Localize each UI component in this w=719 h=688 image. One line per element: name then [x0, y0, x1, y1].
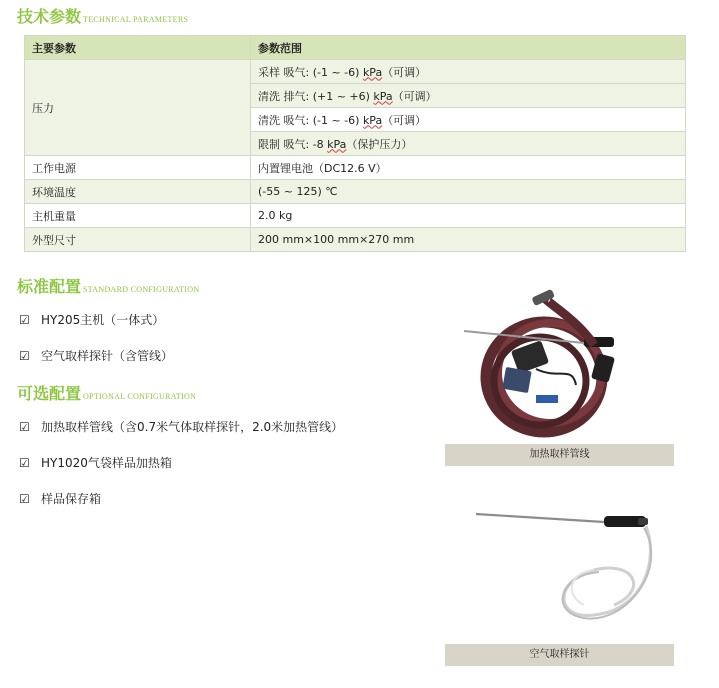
standard-section-title [17, 274, 199, 297]
table-row [25, 204, 686, 228]
checkbox-checked-icon: ☑ [19, 349, 30, 363]
checkbox-checked-icon: ☑ [19, 420, 30, 434]
header-main-param: 主要参数 [25, 36, 251, 60]
row-key: 环境温度 [25, 180, 251, 204]
table-header-row [25, 36, 686, 60]
list-item: ☑ 加热取样管线（含0.7米气体取样探针，2.0米加热管线） [19, 420, 344, 434]
tech-title-en: TECHNICAL PARAMETERS [83, 15, 189, 24]
row-value: 内置锂电池（DC12.6 V） [251, 156, 686, 180]
pressure-value-1: 清洗 排气: (+1 ~ +6) kPa（可调） [251, 84, 686, 108]
checkbox-checked-icon: ☑ [19, 456, 30, 470]
checkbox-checked-icon: ☑ [19, 313, 30, 327]
list-item: ☑ HY1020气袋样品加热箱 [19, 456, 172, 470]
pressure-value-2: 清洗 吸气: (-1 ~ -6) kPa（可调） [251, 108, 686, 132]
header-param-range: 参数范围 [251, 36, 686, 60]
list-item: ☑ 样品保存箱 [19, 492, 102, 506]
list-item: ☑ 空气取样探针（含管线） [19, 349, 174, 363]
tech-section-title [17, 4, 188, 27]
table-row [25, 156, 686, 180]
photo2-caption: 空气取样探针 [445, 644, 674, 666]
optional-title-en: OPTIONAL CONFIGURATION [83, 392, 197, 401]
row-value: (-55 ~ 125) ℃ [251, 180, 686, 204]
pressure-label: 压力 [25, 60, 251, 156]
row-value: 200 mm×100 mm×270 mm [251, 228, 686, 252]
air-sampling-probe-photo [444, 500, 674, 645]
photo1-caption: 加热取样管线 [445, 444, 674, 466]
optional-section-title [17, 381, 196, 404]
optional-title-cn: 可选配置 [17, 384, 82, 403]
row-key: 主机重量 [25, 204, 251, 228]
row-value: 2.0 kg [251, 204, 686, 228]
standard-title-en: STANDARD CONFIGURATION [83, 285, 200, 294]
checkbox-checked-icon: ☑ [19, 492, 30, 506]
list-item: ☑ HY205主机（一体式） [19, 313, 165, 327]
table-row [25, 60, 686, 84]
table-row [25, 228, 686, 252]
standard-title-cn: 标准配置 [17, 277, 82, 296]
pressure-value-0: 采样 吸气: (-1 ~ -6) kPa（可调） [251, 60, 686, 84]
table-row [25, 180, 686, 204]
params-table [24, 35, 686, 252]
heated-sampling-line-photo [444, 285, 674, 445]
row-key: 外型尺寸 [25, 228, 251, 252]
tech-title-cn: 技术参数 [17, 7, 82, 26]
pressure-value-3: 限制 吸气: -8 kPa（保护压力） [251, 132, 686, 156]
row-key: 工作电源 [25, 156, 251, 180]
